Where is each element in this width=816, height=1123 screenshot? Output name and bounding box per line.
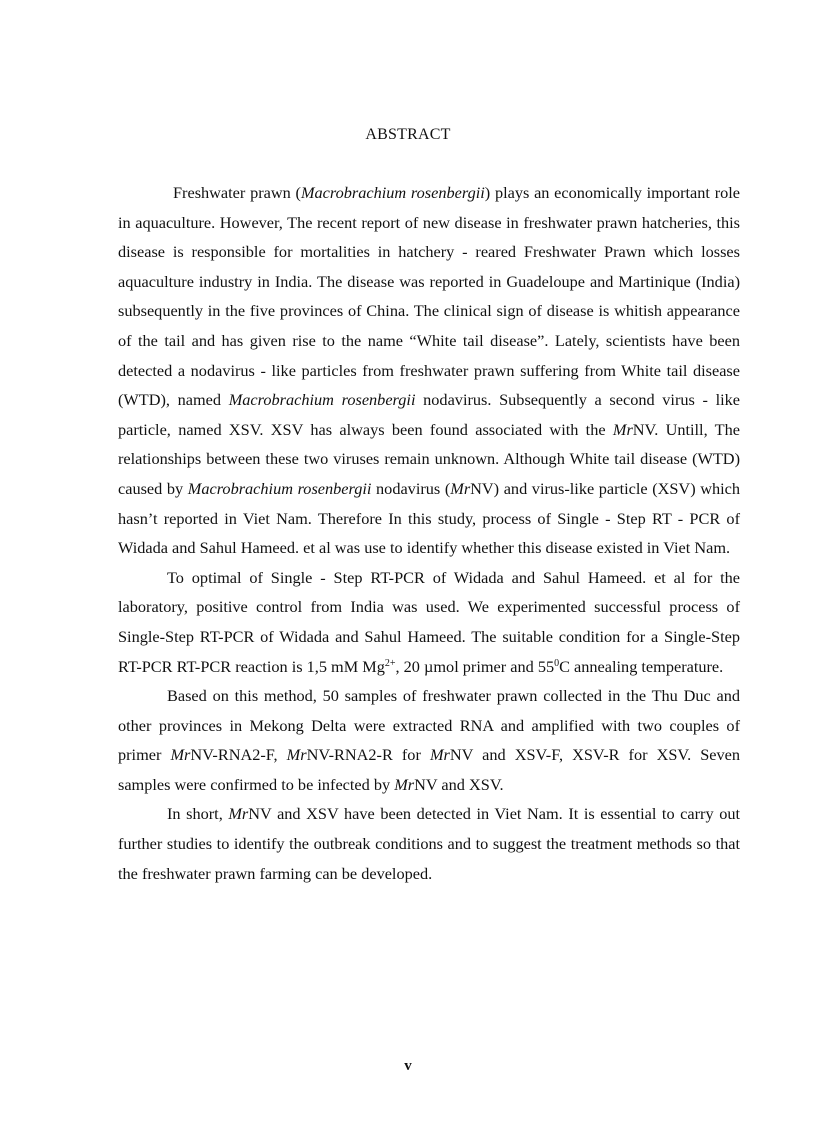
text-span: ) plays an economically important role in aquaculture. However, The recent report of new disease in freshwater prawn hatcheries, this disease is responsible for mortalities in hatchery - reared Freshwater Prawn which losses aquaculture industry in India. The disease was reported in Guadeloupe and Martinique (India) subsequently in the five provinces of China. The clinical sign of disease is whitish appearance of the tail and has given rise to the name “White tail disease”. Lately, scientists have been detected a nodavirus - like particles from freshwater prawn suffering from White tail disease (WTD), named <box>118 183 741 410</box>
species-name: Macrobrachium rosenbergii <box>187 478 372 498</box>
text-span: Based on this method, 50 samples of freshwater prawn collected in the Thu Duc and other provinces in Mekong Delta were extracted RNA and amplified with two couples of primer <box>118 686 740 765</box>
virus-abbrev: Mr <box>228 804 249 824</box>
page-number: v <box>404 1058 412 1074</box>
text-span: NV and XSV. <box>414 774 504 794</box>
virus-abbrev: Mr <box>450 478 471 498</box>
text-span: NV-RNA2-R for <box>306 745 430 765</box>
text-span: NV. Untill, The relationships between these two viruses remain unknown. Although White tail disease (WTD) caused by <box>118 419 740 498</box>
species-name: Macrobrachium rosenbergii <box>300 183 485 202</box>
paragraph-intro <box>118 178 740 563</box>
species-name: Macrobrachium rosenbergii <box>228 390 416 410</box>
page-title: ABSTRACT <box>365 126 451 143</box>
text-span: In short, <box>167 804 229 824</box>
virus-abbrev: Mr <box>612 419 633 439</box>
text-span: NV and XSV have been detected in Viet Nam. It is essential to carry out further studies to identify the outbreak conditions and to suggest the treatment methods so that the freshwater prawn farming can be developed. <box>118 804 740 883</box>
virus-abbrev: Mr <box>170 745 191 765</box>
text-span: NV-RNA2-F, <box>190 745 287 765</box>
superscript: 2+ <box>384 657 396 669</box>
virus-abbrev: Mr <box>394 774 415 794</box>
text-span: , 20 µmol primer and 55 <box>395 656 555 676</box>
paragraph-conclusion <box>118 799 740 888</box>
virus-abbrev: Mr <box>429 745 450 765</box>
virus-abbrev: Mr <box>286 745 307 765</box>
text-span: NV and XSV-F, XSV-R for XSV. Seven samples were confirmed to be infected by <box>118 745 741 794</box>
text-span: Freshwater prawn ( <box>173 183 301 202</box>
superscript: 0 <box>554 657 560 669</box>
text-span: nodavirus ( <box>371 478 451 498</box>
text-span: C annealing temperature. <box>559 656 724 676</box>
text-span: To optimal of Single - Step RT-PCR of Widada and Sahul Hameed. et al for the laboratory, positive control from India was used. We experimented successful process of Single-Step RT-PCR of Widada and Sahul Hameed. The suitable condition for a Single-Step RT-PCR RT-PCR reaction is 1,5 mM Mg <box>118 567 740 676</box>
abstract-body <box>118 178 740 888</box>
paragraph-method <box>118 563 740 681</box>
paragraph-results <box>118 681 740 799</box>
text-span: nodavirus. Subsequently a second virus - like particle, named XSV. XSV has always been found associated with the <box>118 390 741 439</box>
text-span: NV) and virus-like particle (XSV) which hasn’t reported in Viet Nam. Therefore In this study, process of Single - Step RT - PCR of Widada and Sahul Hameed. et al was use to identify whether this disease existed in Viet Nam. <box>118 478 740 558</box>
